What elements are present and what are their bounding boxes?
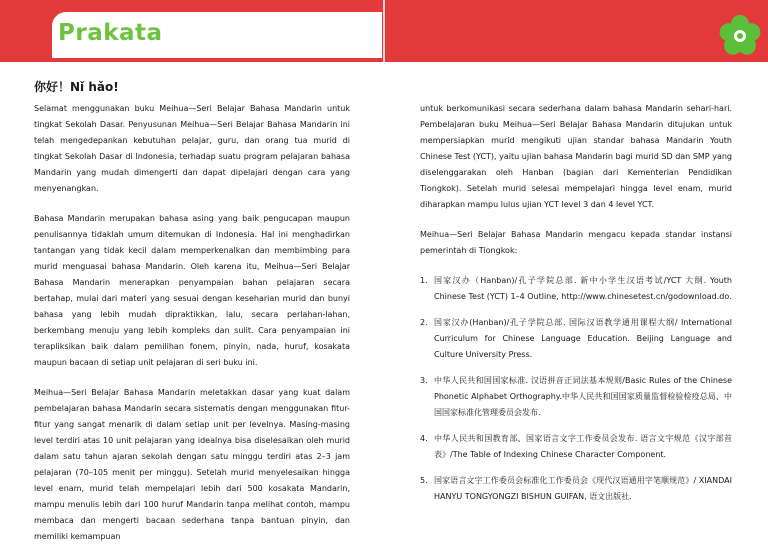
yct-paragraph: untuk berkomunikasi secara sederhana dalam bahasa Mandarin sehari-hari. Pembelajaran buku Meihua—Seri Belajar Bahasa Mandarin ditujukan untuk mempersiapkan murid mengikuti ujian standar bahasa Mandarin Youth Chinese Test (YCT), yaitu ujian bahasa Mandarin bagi murid SD dan SMP yang diselenggarakan oleh Hanban (bagian dari Kementerian Pendidikan Tiongkok). Setelah murid selesai mempelajari hingga level enam, murid diharapkan mampu lulus ujian YCT level 3 dan 4 level YCT. bbox=[420, 104, 732, 209]
structure-paragraph: Meihua—Seri Belajar Bahasa Mandarin meletakkan dasar yang kuat dalam pembelajaran bahasa Mandarin secara sistematis dengan menggunakan fitur-fitur yang sangat menarik di dalam setiap unit per levelnya. Masing-masing level terdiri atas 10 unit pelajaran yang idealnya bisa diselesaikan oleh murid dalam satu tahun ajaran sekolah dengan satu minggu terdiri atas 2–3 jam pelajaran (70–105 menit per minggu). Setelah murid menyelesaikan hingga level enam, murid telah mempelajari lebih dari 500 kosakata Mandarin, mampu menulis lebih dari 100 huruf Mandarin tanpa melihat contoh, mampu membaca dan mengerti bacaan sederhana tanpa bantuan pinyin, dan memiliki kemampuan bbox=[34, 388, 350, 541]
reference-list bbox=[420, 273, 732, 505]
approach-paragraph: Bahasa Mandarin merupakan bahasa asing yang baik pengucapan maupun penulisannya tidaklah umum ditemukan di Indonesia. Hal ini menghadirkan tantangan yang tidak kecil dalam memperkenalkan dan membimbing para murid menguasai bahasa Mandarin. Oleh karena itu, Meihua—Seri Belajar Bahasa Mandarin menerapkan penyampaian bahan pelajaran secara bertahap, mulai dari materi yang sesuai dengan keseharian murid dan bunyi bahasa yang lebih mudah dipraktikkan, lalu, secara perlahan-lahan, berkembang menuju yang lebih kompleks dan sulit. Cara penyampaian ini terapliksikan baik dalam pemilihan fonem, pinyin, nada, huruf, kosakata maupun bacaan di setiap unit pelajaran di seri buku ini. bbox=[34, 214, 350, 367]
reference-text: 中华人民共和国国家标准. 汉语拼音正词法基本规则/Basic Rules of the Chinese Phonetic Alphabet Orthography.中华人民共和国国家质量监督检验检疫总局、中国国家标准化管理委员会发布. bbox=[434, 376, 732, 417]
reference-number: 3. bbox=[420, 376, 428, 385]
reference-item bbox=[420, 431, 732, 463]
reference-number: 1. bbox=[420, 276, 428, 285]
reference-text: 国家汉办（Hanban)/孔子学院总部. 新中小学生汉语考试/YCT 大纲. Youth Chinese Test (YCT) 1–4 Outline, http://www.chinesetest.cn/godownload.do. bbox=[434, 276, 732, 301]
flower-icon bbox=[718, 14, 762, 58]
reference-item bbox=[420, 315, 732, 363]
reference-text: 国家汉办(Hanban)/孔子学院总部. 国际汉语教学通用课程大纲/ International Curriculum for Chinese Language Education. Beijing Language and Culture University Press. bbox=[434, 318, 732, 359]
intro-paragraph: Selamat menggunakan buku Meihua—Seri Belajar Bahasa Mandarin untuk tingkat Sekolah Dasar. Penyusunan Meihua—Seri Belajar Bahasa Mandarin ini telah mengedepankan kebutuhan pelajar, guru, dan orang tua murid di tingkat Sekolah Dasar di Indonesia, terhadap suatu program pelajaran bahasa Mandarin yang mudah dimengerti dan dapat dipelajari dengan cara yang menyenangkan. bbox=[34, 104, 350, 193]
reference-text: 国家语言文字工作委员会标准化工作委员会《现代汉语通用字笔顺规范》/ XIANDAI HANYU TONGYONGZI BISHUN GUIFAN, 语文出版社. bbox=[434, 476, 732, 501]
reference-item bbox=[420, 373, 732, 421]
left-column bbox=[34, 101, 350, 559]
page-gutter bbox=[383, 0, 385, 62]
reference-number: 2. bbox=[420, 318, 428, 327]
standards-paragraph: Meihua—Seri Belajar Bahasa Mandarin mengacu kepada standar instansi pemerintah di Tiongkok: bbox=[420, 230, 732, 255]
greeting-heading: 你好！Nǐ hǎo! bbox=[34, 80, 119, 94]
reference-number: 4. bbox=[420, 434, 428, 443]
reference-item bbox=[420, 273, 732, 305]
reference-text: 中华人民共和国教育部、国家语言文字工作委员会发布. 语言文字规范《汉字部首表》/The Table of Indexing Chinese Character Component. bbox=[434, 434, 732, 459]
reference-item bbox=[420, 473, 732, 505]
right-column bbox=[420, 101, 732, 515]
reference-number: 5. bbox=[420, 476, 428, 485]
page-title: Prakata bbox=[58, 20, 163, 46]
